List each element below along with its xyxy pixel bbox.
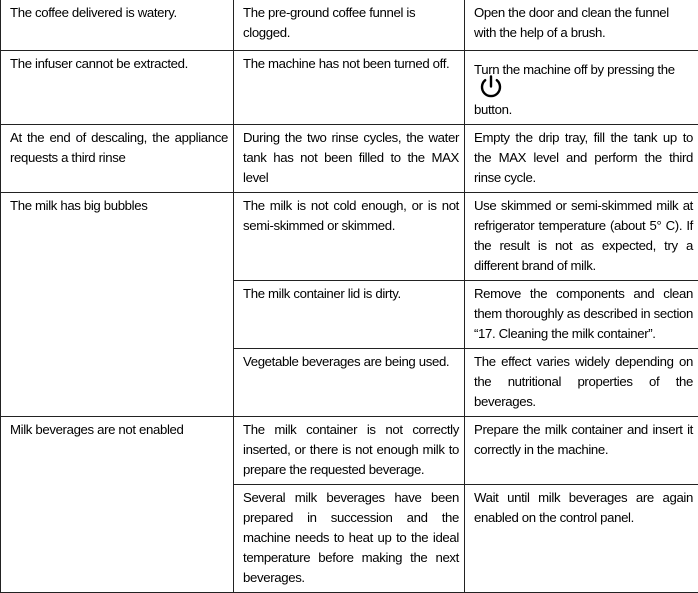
cause-cell: The milk is not cold enough, or is not semi-skimmed or skimmed.: [234, 193, 465, 281]
table-row: [1, 50, 698, 125]
cause-cell: The machine has not been turned off.: [234, 50, 465, 125]
solution-cell: [465, 50, 698, 125]
cause-cell: Vegetable beverages are being used.: [234, 349, 465, 417]
table-row: [1, 417, 698, 485]
cause-cell: The milk container lid is dirty.: [234, 281, 465, 349]
problem-cell: The milk has big bubbles: [1, 193, 234, 417]
cause-cell: During the two rinse cycles, the water tank has not been filled to the MAX level: [234, 125, 465, 193]
table-row: [1, 125, 698, 193]
solution-cell: Open the door and clean the funnel with the help of a brush.: [465, 0, 698, 50]
cause-cell: Several milk beverages have been prepared in succession and the machine needs to heat up to the ideal temperature before making the next beverages.: [234, 485, 465, 593]
solution-cell: Wait until milk beverages are again enabled on the control panel.: [465, 485, 698, 593]
problem-cell: The infuser cannot be extracted.: [1, 50, 234, 125]
solution-text-pre: Turn the machine off by pressing the: [474, 62, 675, 77]
table-row: [1, 0, 698, 50]
problem-cell: At the end of descaling, the appliance requests a third rinse: [1, 125, 234, 193]
solution-cell: Use skimmed or semi-skimmed milk at refrigerator temperature (about 5° C). If the result is not as expected, try a different brand of milk.: [465, 193, 698, 281]
problem-cell: Milk beverages are not enabled: [1, 417, 234, 593]
solution-cell: Prepare the milk container and insert it correctly in the machine.: [465, 417, 698, 485]
cause-cell: The milk container is not correctly inserted, or there is not enough milk to prepare the requested beverage.: [234, 417, 465, 485]
solution-cell: Remove the components and clean them thoroughly as described in section “17. Cleaning the milk container”.: [465, 281, 698, 349]
solution-cell: Empty the drip tray, fill the tank up to the MAX level and perform the third rinse cycle.: [465, 125, 698, 193]
table-row: [1, 193, 698, 281]
cause-cell: The pre-ground coffee funnel is clogged.: [234, 0, 465, 50]
solution-text-post: button.: [474, 102, 512, 117]
solution-cell: The effect varies widely depending on the nutritional properties of the beverages.: [465, 349, 698, 417]
problem-cell: The coffee delivered is watery.: [1, 0, 234, 50]
power-icon: [478, 74, 504, 100]
